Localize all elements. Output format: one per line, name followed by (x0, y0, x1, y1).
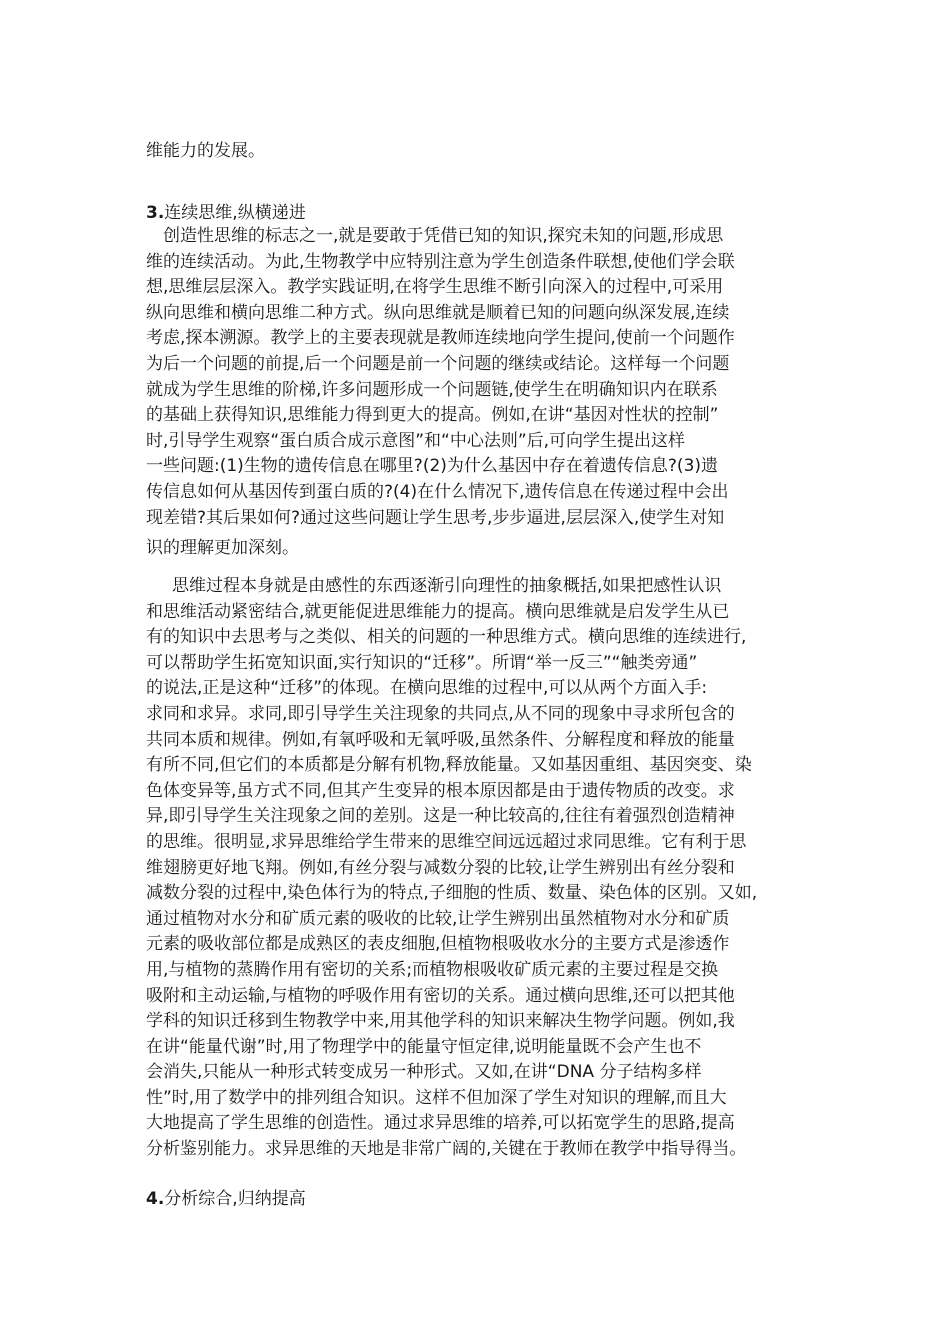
text-line: 思维过程本身就是由感性的东西逐渐引向理性的抽象概括,如果把感性认识 (172, 576, 722, 596)
text-line: 通过植物对水分和矿质元素的吸收的比较,让学生辨别出虽然植物对水分和矿质 (146, 908, 730, 929)
text-line: 纵向思维和横向思维二种方式。纵向思维就是顺着已知的问题向纵深发展,连续 (146, 302, 730, 323)
text-line: 元素的吸收部位都是成熟区的表皮细胞,但植物根吸收水分的主要方式是渗透作 (146, 934, 730, 955)
text-line: 有所不同,但它们的本质都是分解有机物,释放能量。又如基因重组、基因突变、染 (146, 755, 752, 776)
paragraph-vertical-thinking-end (146, 536, 814, 562)
text-line: 传信息如何从基因传到蛋白质的?(4)在什么情况下,遗传信息在传递过程中会出 (146, 481, 729, 502)
text-line: 识的理解更加深刻。 (146, 538, 299, 558)
text-line: 维能力的发展。 (146, 141, 265, 161)
text-line: 创造性思维的标志之一,就是要敢于凭借已知的知识,探究未知的问题,形成思 (163, 226, 724, 246)
text-line: 就成为学生思维的阶梯,许多问题形成一个问题链,使学生在明确知识内在联系 (146, 379, 718, 400)
text-line: 时,引导学生观察“蛋白质合成示意图”和“中心法则”后,可向学生提出这样 (146, 430, 686, 451)
text-line: 异,即引导学生关注现象之间的差别。这是一种比较高的,往往有着强烈创造精神 (146, 806, 735, 827)
text-line: 考虑,探本溯源。教学上的主要表现就是教师连续地向学生提问,使前一个问题作 (146, 328, 735, 349)
section-number: 4. (146, 1189, 165, 1209)
text-line: 减数分裂的过程中,染色体行为的特点,子细胞的性质、数量、染色体的区别。又如, (146, 883, 758, 904)
text-line: 的说法,正是这种“迁移”的体现。在横向思维的过程中,可以从两个方面入手: (146, 678, 708, 699)
text-line: 维翅膀更好地飞翔。例如,有丝分裂与减数分裂的比较,让学生辨别出有丝分裂和 (146, 857, 735, 878)
text-line: 现差错?其后果如何?通过这些问题让学生思考,步步逼进,层层深入,使学生对知 (146, 507, 725, 528)
section-title: 分析综合,归纳提高 (164, 1189, 306, 1209)
text-line: 在讲“能量代谢”时,用了物理学中的能量守恒定律,说明能量既不会产生也不 (146, 1036, 702, 1057)
text-line: 分析鉴别能力。求异思维的天地是非常广阔的,关键在于教师在教学中指导得当。 (146, 1139, 747, 1160)
text-line: 的思维。很明显,求异思维给学生带来的思维空间远远超过求同思维。它有利于思 (146, 831, 747, 852)
text-line: 的基础上获得知识,思维能力得到更大的提高。例如,在讲“基因对性状的控制” (146, 405, 719, 426)
text-line: 维的连续活动。为此,生物教学中应特别注意为学生创造条件联想,使他们学会联 (146, 251, 735, 272)
text-line: 一些问题:(1)生物的遗传信息在哪里?(2)为什么基因中存在着遗传信息?(3)遗 (146, 456, 719, 477)
text-line: 用,与植物的蒸腾作用有密切的关系;而植物根吸收矿质元素的主要过程是交换 (146, 959, 719, 980)
continued-paragraph (146, 139, 814, 165)
text-line: 学科的知识迁移到生物教学中来,用其他学科的知识来解决生物学问题。例如,我 (146, 1011, 735, 1032)
text-line: 为后一个问题的前提,后一个问题是前一个问题的继续或结论。这样每一个问题 (146, 353, 730, 374)
text-line: 会消失,只能从一种形式转变成另一种形式。又如,在讲“DNA 分子结构多样 (146, 1062, 702, 1083)
text-line: 性”时,用了数学中的排列组合知识。这样不但加深了学生对知识的理解,而且大 (146, 1087, 727, 1108)
section-3-heading (146, 201, 306, 225)
text-line: 色体变异等,虽方式不同,但其产生变异的根本原因都是由于遗传物质的改变。求 (146, 780, 735, 801)
paragraph-horizontal-thinking (146, 574, 814, 1163)
section-number: 3. (146, 203, 165, 223)
text-line: 大地提高了学生思维的创造性。通过求异思维的培养,可以拓宽学生的思路,提高 (146, 1113, 735, 1134)
section-title: 连续思维,纵横递进 (164, 203, 306, 223)
text-line: 求同和求异。求同,即引导学生关注现象的共同点,从不同的现象中寻求所包含的 (146, 703, 735, 724)
section-4-heading (146, 1187, 306, 1211)
text-line: 可以帮助学生拓宽知识面,实行知识的“迁移”。所谓“举一反三”“触类旁通” (146, 652, 698, 673)
text-line: 有的知识中去思考与之类似、相关的问题的一种思维方式。横向思维的连续进行, (146, 627, 747, 648)
text-line: 和思维活动紧密结合,就更能促进思维能力的提高。横向思维就是启发学生从已 (146, 601, 730, 622)
text-line: 共同本质和规律。例如,有氧呼吸和无氧呼吸,虽然条件、分解程度和释放的能量 (146, 729, 735, 750)
paragraph-vertical-thinking (146, 224, 814, 531)
text-line: 想,思维层层深入。教学实践证明,在将学生思维不断引向深入的过程中,可采用 (146, 277, 724, 298)
text-line: 吸附和主动运输,与植物的呼吸作用有密切的关系。通过横向思维,还可以把其他 (146, 985, 735, 1006)
